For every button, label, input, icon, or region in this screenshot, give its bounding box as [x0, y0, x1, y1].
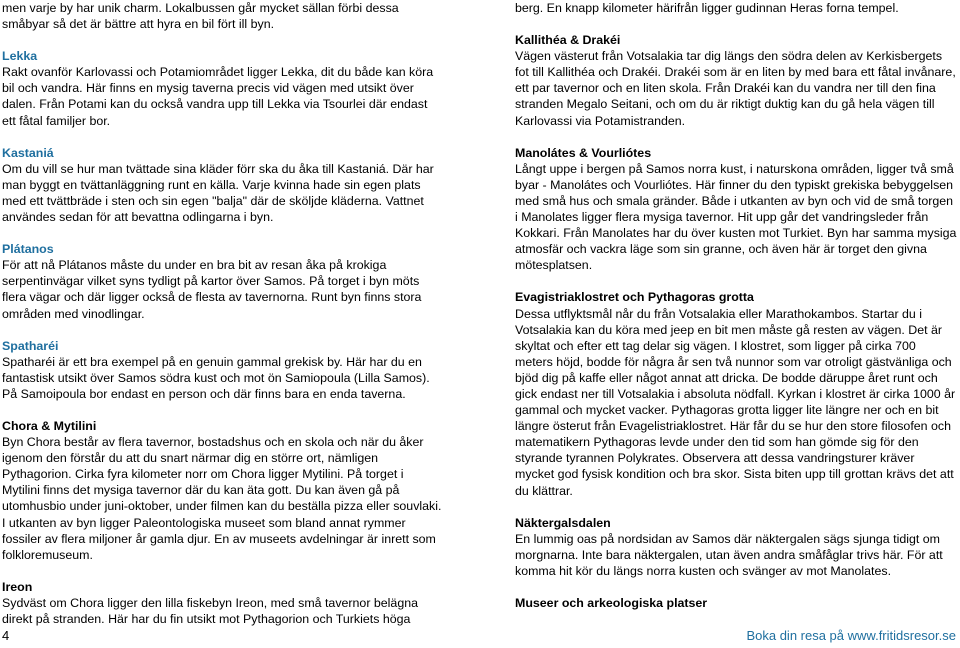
nakter-heading: Näktergalsdalen	[515, 515, 611, 530]
nakter-section	[515, 515, 957, 579]
museer-heading: Museer och arkeologiska platser	[515, 596, 708, 610]
continuation-section	[515, 0, 957, 16]
spatharei-body: Spatharéi är ett bra exempel på en genuin gammal grekisk by. Här har du en fantastisk utsikt över Samos södra kust och mot ön Samiopoula (Lilla Samos). På Samoipoula bor endast en person och där finns bara en enda taverna.	[2, 354, 430, 401]
chora-heading: Chora & Mytilini	[2, 418, 97, 433]
ireon-body: Sydväst om Chora ligger den lilla fiskebyn Ireon, med små tavernor belägna direkt på stranden. Här har du fin utsikt mot Pythagorion och Turkiets höga	[2, 595, 418, 626]
manolates-body: Långt uppe i bergen på Samos norra kust, i naturskona områden, ligger två små byar - Manolátes och Vourliótes. Här finner du den typiskt grekiska bebyggelsen med små hus och smala gränder. Både i utkanten av byn och vid de små torgen i Manolates ligger flera mysiga tavernor. Hit upp går det vandringsleder från Kokkari. Från Manolates har du över kusten mot Turkiet. Byn har samma mysiga atmosfär och vackra läge som sin granne, och även här är torget den givna mötesplatsen.	[515, 161, 957, 273]
chora-section	[2, 418, 442, 563]
ireon-heading: Ireon	[2, 579, 33, 594]
lekka-body: Rakt ovanför Karlovassi och Potamiområdet ligger Lekka, dit du både kan köra bil och vandra. Här finns en mysig taverna precis vid vägen med utsikt över dalen. Från Potami kan du också vandra upp till Lekka via Tsourlei där endast ett fåtal familjer bor.	[2, 65, 434, 128]
evagistria-heading: Evagistriaklostret och Pythagoras grotta	[515, 290, 754, 305]
museer-section	[515, 595, 957, 611]
page-number: 4	[2, 628, 10, 643]
manolates-heading: Manolátes & Vourliótes	[515, 145, 652, 160]
lekka-section	[2, 48, 442, 128]
kallithea-body: Vägen västerut från Votsalakia tar dig längs den södra delen av Kerkisbergets fot till Kallithéa och Drakéi. Drakéi som är en liten by med bara ett fåtal invånare, ett par tavernor och en liten skola. Från Drakéi kan du vandra ner till den fina stranden Megalo Seitani, och om du är riktigt duktig kan du gå hela vägen till Karlovassi via Potamistranden.	[515, 49, 956, 128]
chora-body: Byn Chora består av flera tavernor, bostadshus och en skola och när du åker igenom den förstår du att du snart närmar dig en större ort, nämligen Pythagorion. Cirka fyra kilometer norr om Chora ligger Mytilini. På torget i Mytilini finns det mysiga tavernor där du kan äta gott. Du kan även gå på utomhusbio under juni-oktober, under filmen kan du beställa pizza eller souvlaki. I utkanten av byn ligger Paleontologiska museet som bland annat rymmer fossiler av flera miljoner år gamla djur. En av museets avdelningar är inrett som folkloremuseum.	[2, 435, 442, 562]
platanos-heading: Plátanos	[2, 242, 54, 257]
ireon-section	[2, 579, 442, 627]
evagistria-section	[515, 289, 957, 498]
platanos-section	[2, 241, 442, 321]
evagistria-body: Dessa utflyktsmål når du från Votsalakia eller Marathokambos. Startar du i Votsalakia kan du köra med jeep en bit men måste gå resten av vägen. Det är skyltat och efter ett tag delar sig vägen. I klostret, som ligger på cirka 700 meters höjd, bodde för några år sen två nunnor som var otroligt gästvänliga och bjöd dig på kaffe eller något annat att dricka. De bodde däruppe året runt och gick endast ner till Votsalakia i absoluta nödfall. Kyrkan i klostret är cirka 1000 år gammal och mycket vacker. Pythagoras grotta ligger lite längre ner och en bit längre österut från Evagelistriaklostret. Här får du se hur den store filosofen och matematikern Pythagoras levde under den tid som han gömde sig för den styrande tyrannen Polykrates. Observera att dessa vandringsturer kräver mycket god fysisk kondition och bra skor. Sista biten upp till grottan krävs det att du klättrar.	[515, 306, 956, 498]
platanos-body: För att nå Plátanos måste du under en bra bit av resan åka på krokiga serpentinvägar vilket syns tydligt på kartor över Samos. På torget i byn möts flera vägar och där ligger också de flesta av tavernorna. Runt byn finns stora områden med vinodlingar.	[2, 258, 422, 321]
manolates-section	[515, 145, 957, 274]
booking-link[interactable]: Boka din resa på www.fritidsresor.se	[746, 628, 956, 643]
spatharei-section	[2, 338, 442, 402]
kastania-heading: Kastaniá	[2, 145, 54, 160]
right-column	[515, 0, 957, 627]
kallithea-heading: Kallithéa & Drakéi	[515, 33, 621, 48]
lekka-heading: Lekka	[2, 49, 38, 64]
intro-section	[2, 0, 442, 32]
kastania-section	[2, 145, 442, 225]
continuation-text: berg. En knapp kilometer härifrån ligger gudinnan Heras forna tempel.	[515, 1, 899, 15]
left-column	[2, 0, 442, 643]
intro-text: men varje by har unik charm. Lokalbussen går mycket sällan förbi dessa småbyar så det är bättre att hyra en bil fört ill byn.	[2, 1, 399, 32]
kastania-body: Om du vill se hur man tvättade sina kläder förr ska du åka till Kastaniá. Där har man byggt en tvättanläggning runt en källa. Varje kvinna hade sin egen plats med ett tvättbräde i sten och sin egen "balja" där de sköljde kläderna. Vattnet användes sedan för att bevattna odlingarna i byn.	[2, 161, 434, 225]
kallithea-section	[515, 32, 957, 129]
spatharei-heading: Spatharéi	[2, 338, 59, 353]
nakter-body: En lummig oas på nordsidan av Samos där näktergalen sägs sjunga tidigt om morgnarna. Inte bara näktergalen, utan även andra småfåglar trivs här. För att komma hit kör du längs norra kusten och svänger av mot Manolates.	[515, 531, 943, 578]
